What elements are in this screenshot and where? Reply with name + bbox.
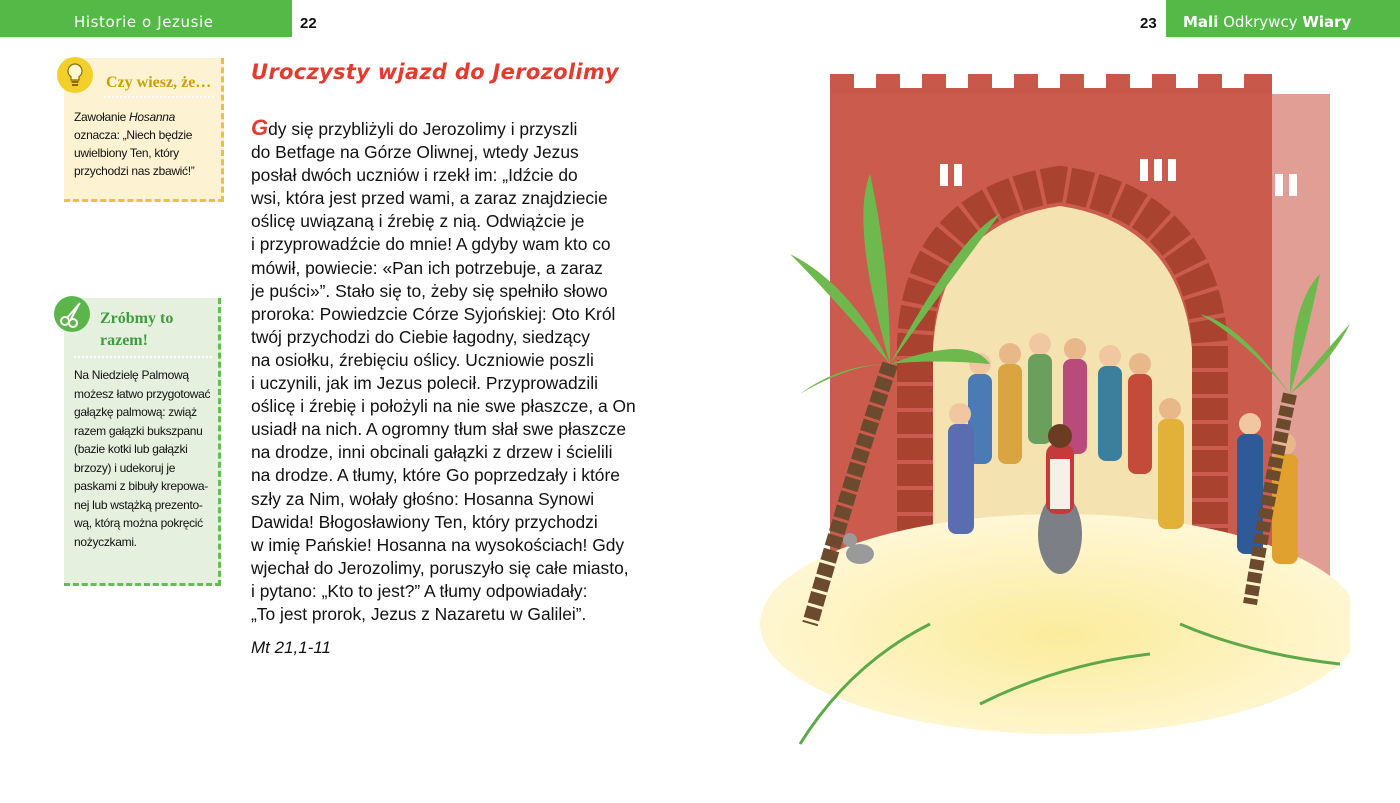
lightbulb-icon: [56, 56, 94, 94]
divider: [104, 96, 214, 98]
drop-cap: G: [251, 115, 269, 140]
divider: [74, 356, 212, 358]
story-line: wsi, która jest przed wami, a zaraz znajdziecie: [251, 188, 608, 209]
story-line: „To jest prorok, Jezus z Nazaretu w Galilei”.: [251, 603, 587, 624]
story-line: i uczynili, jak im Jezus polecił. Przyprowadzili: [251, 373, 598, 394]
story-line: na drodze. A tłumy, które Go poprzedzały i które: [251, 465, 620, 486]
story-line-text: dy się przybliżyli do Jerozolimy i przyszli: [268, 119, 578, 139]
story-line: na osiołku, źrebięciu oślicy. Uczniowie poszli: [251, 349, 594, 370]
story-line: twój przychodzi do Ciebie łagodny, siedzący: [251, 326, 590, 347]
story-line: je puści»”. Stało się to, żeby się spełniło słowo: [251, 280, 608, 301]
did-you-know-text-italic: Hosanna: [129, 110, 175, 124]
story-line: szły za Nim, wołały głośno: Hosanna Synowi: [251, 488, 595, 509]
story-line: wjechał do Jerozolimy, poruszyło się całe miasto,: [251, 557, 629, 578]
page-number-left: 22: [300, 15, 317, 32]
story-line: na drodze, inni obcinali gałązki z drzew i ścielili: [251, 442, 613, 463]
story-line: proroka: Powiedzcie Córze Syjońskiej: Oto Król: [251, 303, 616, 324]
story-line: [251, 116, 646, 141]
story-line: usiadł na nich. A ogromny tłum słał swe płaszcze: [251, 419, 627, 440]
series-title: [1183, 13, 1351, 31]
section-header-bar: [0, 0, 292, 37]
story-line: i pytano: „Kto to jest?” A tłumy odpowiadały:: [251, 580, 588, 601]
story-line: do Betfage na Górze Oliwnej, wtedy Jezus: [251, 142, 579, 163]
series-title-part2: Odkrywcy: [1218, 13, 1303, 31]
story-line: posłał dwóch uczniów i rzekł im: „Idźcie do: [251, 165, 578, 186]
story-line: oślicę uwiązaną i źrebię z nią. Odwiążcie je: [251, 211, 585, 232]
series-header-bar: [1166, 0, 1400, 37]
lets-do-box: [64, 298, 221, 586]
did-you-know-text: [74, 108, 222, 180]
story-body: [251, 116, 646, 626]
series-title-part3: Wiary: [1302, 13, 1352, 31]
story-line: mówił, powiecie: «Pan ich potrzebuje, a zaraz: [251, 257, 603, 278]
did-you-know-title: Czy wiesz, że…: [106, 74, 212, 91]
story-title: Uroczysty wjazd do Jerozolimy: [251, 60, 619, 84]
did-you-know-text-b: oznacza: „Niech będzie uwielbiony Ten, który przychodzi nas zbawić!”: [74, 128, 195, 178]
story-line: oślicę i źrebię i położyli na nie swe płaszcze, a On: [251, 396, 636, 417]
bible-citation: Mt 21,1-11: [251, 638, 332, 657]
section-title: Historie o Jezusie: [74, 13, 214, 31]
story-line: i przyprowadźcie do mnie! A gdyby wam kto co: [251, 234, 611, 255]
entry-into-jerusalem-illustration: [730, 64, 1350, 754]
lets-do-text: Na Niedzielę Palmową możesz łatwo przygotować gałązkę palmową: zwiąż razem gałązki bukszpanu (bazie kotki lub gałązki brzozy) i udekoruj je paskami z bibuły krepowa-nej lub wstążką prezento-wą, którą można pokręcić nożyczkami.: [74, 368, 211, 549]
scissors-icon: [53, 295, 91, 333]
page-number-right: 23: [1140, 15, 1157, 32]
story-line: Dawida! Błogosławiony Ten, który przychodzi: [251, 511, 598, 532]
story-line: w imię Pańskie! Hosanna na wysokościach! Gdy: [251, 534, 625, 555]
lets-do-title: Zróbmy to razem!: [100, 310, 174, 349]
did-you-know-text-a: Zawołanie: [74, 110, 130, 124]
series-title-part1: Mali: [1183, 13, 1219, 31]
